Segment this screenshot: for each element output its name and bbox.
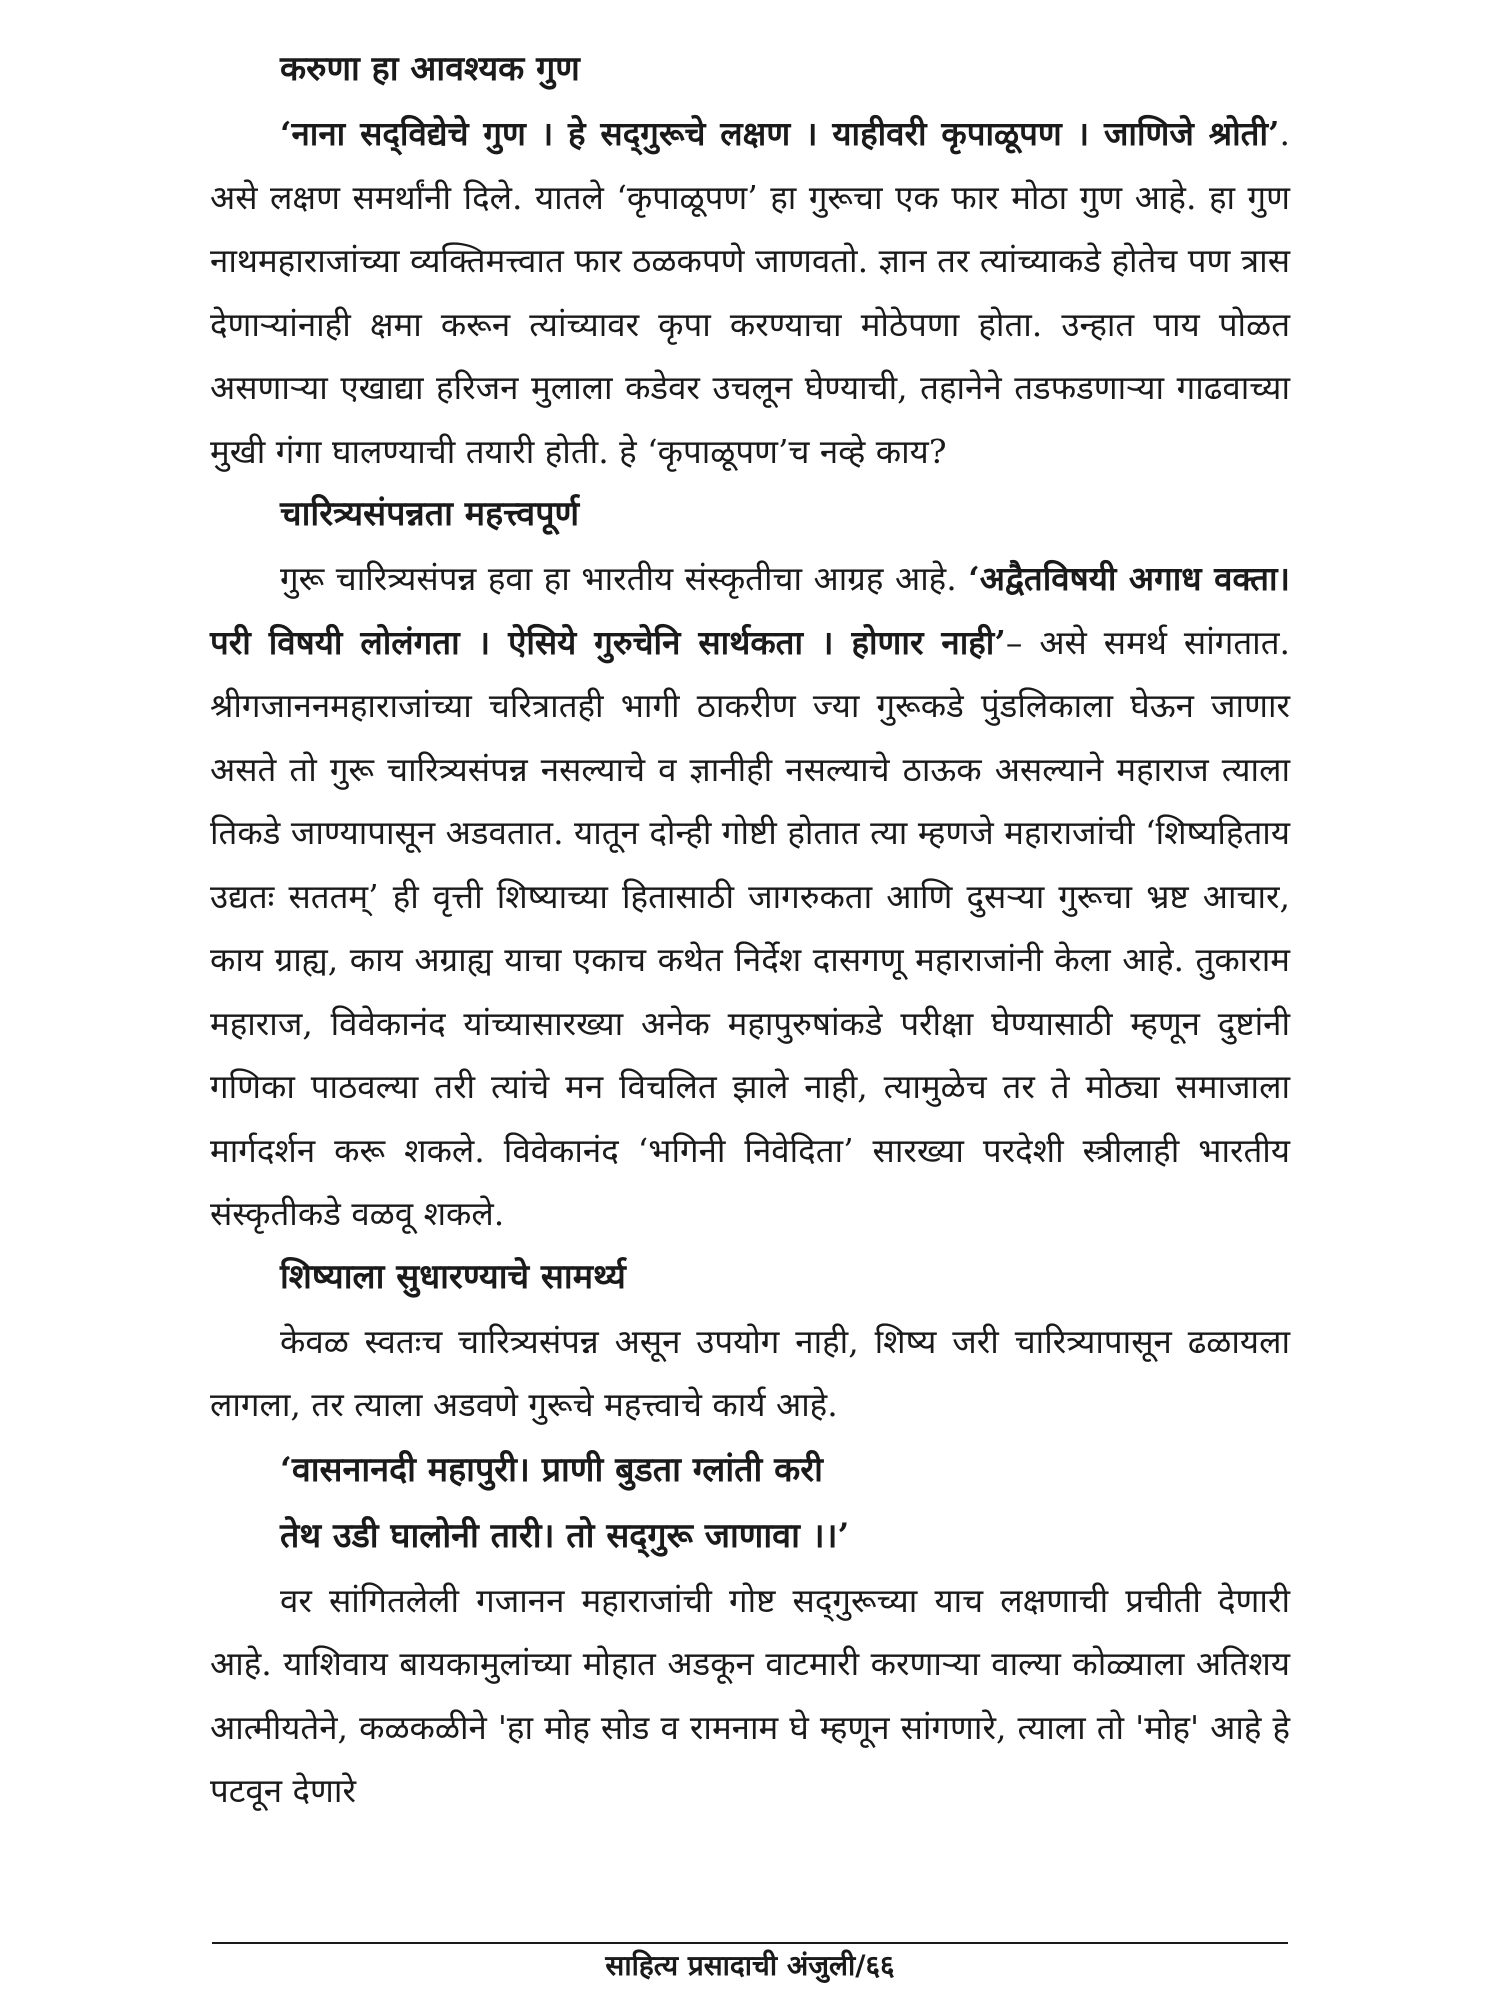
section-heading-karuna: करुणा हा आवश्यक गुण [280,49,580,89]
paragraph-closing: वर सांगितलेली गजानन महाराजांची गोष्ट सद्‌गुरूच्या याच लक्षणाची प्रचीती देणारी आहे. याशिवाय बायकामुलांच्या मोहात अडकून वाटमारी करणाऱ्या वाल्या कोळ्याला अतिशय आत्मीयतेने, कळकळीने 'हा मोह सोड व रामनाम घे म्हणून सांगणारे, त्याला तो 'मोह' आहे हे पटवून देणारे [210,1580,1290,1810]
page-footer: साहित्य प्रसादाची अंजुली/६६ [605,1949,895,1982]
paragraph-charitrya-body: – असे समर्थ सांगतात. श्रीगजाननमहाराजांच्या चरित्रातही भागी ठाकरीण ज्या गुरूकडे पुंडलिकाला घेऊन जाणार असते तो गुरू चारित्र्यसंपन्न नसल्याचे व ज्ञानीही नसल्याचे ठाऊक असल्याने महाराज त्याला तिकडे जाण्यापासून अडवतात. यातून दोन्ही गोष्टी होतात त्या म्हणजे महाराजांची ‘शिष्यहिताय उद्यतः सततम्’ ही वृत्ती शिष्याच्या हितासाठी जागरुकता आणि दुसऱ्या गुरूचा भ्रष्ट आचार, काय ग्राह्य, काय अग्राह्य याचा एकाच कथेत निर्देश दासगणू महाराजांनी केला आहे. तुकाराम महाराज, विवेकानंद यांच्यासारख्या अनेक महापुरुषांकडे परीक्षा घेण्यासाठी म्हणून दुष्टांनी गणिका पाठवल्या तरी त्यांचे मन विचलित झाले नाही, त्यामुळेच तर ते मोठ्या समाजाला मार्गदर्शन करू शकले. विवेकानंद ‘भगिनी निवेदिता’ सारख्या परदेशी स्त्रीलाही भारतीय संस्कृतीकडे वळवू शकले. [210,622,1290,1233]
paragraph-karuna [210,102,1290,483]
paragraph-karuna-body: . असे लक्षण समर्थांनी दिले. यातले ‘कृपाळूपण’ हा गुरूचा एक फार मोठा गुण आहे. हा गुण नाथमहाराजांच्या व्यक्तिमत्त्वात फार ठळकपणे जाणवतो. ज्ञान तर त्यांच्याकडे होतेच पण त्रास देणाऱ्यांनाही क्षमा करून त्यांच्यावर कृपा करण्याचा मोठेपणा होता. उन्हात पाय पोळत असणाऱ्या एखाद्या हरिजन मुलाला कडेवर उचलून घेण्याची, तहानेने तडफडणाऱ्या गाढवाच्या मुखी गंगा घालण्याची तयारी होती. हे ‘कृपाळूपण’च नव्हे काय? [210,114,1290,471]
verse-line-1: ‘वासनानदी महापुरी। प्राणी बुडता ग्लांती करी [280,1449,823,1490]
quote-samarth-1: ‘नाना सद्‌विद्येचे गुण । हे सद्‌गुरूचे लक्षण । याहीवरी कृपाळूपण । जाणिजे श्रोती’ [280,114,1280,153]
footer-divider [212,1942,1288,1944]
verse-line-2: तेथ उडी घालोनी तारी। तो सद्‌गुरू जाणावा ।।’ [280,1515,850,1556]
paragraph-charitrya [210,547,1290,1246]
paragraph-charitrya-intro: गुरू चारित्र्यसंपन्न हवा हा भारतीय संस्कृतीचा आग्रह आहे. [280,559,969,598]
paragraph-shishya: केवळ स्वतःच चारित्र्यसंपन्न असून उपयोग नाही, शिष्य जरी चारित्र्यापासून ढळायला लागला, तर त्याला अडवणे गुरूचे महत्त्वाचे कार्य आहे. [210,1321,1290,1424]
section-heading-charitrya: चारित्र्यसंपन्नता महत्त्वपूर्ण [280,494,580,534]
section-heading-shishya: शिष्याला सुधारण्याचे सामर्थ्य [280,1256,626,1297]
page-content [210,38,1290,1823]
quote-samarth-2: ‘अद्वैतविषयी अगाध वक्ता। परी विषयी लोलंगता । ऐसिये गुरुचेनि सार्थकता । होणार नाही’ [210,559,1291,662]
